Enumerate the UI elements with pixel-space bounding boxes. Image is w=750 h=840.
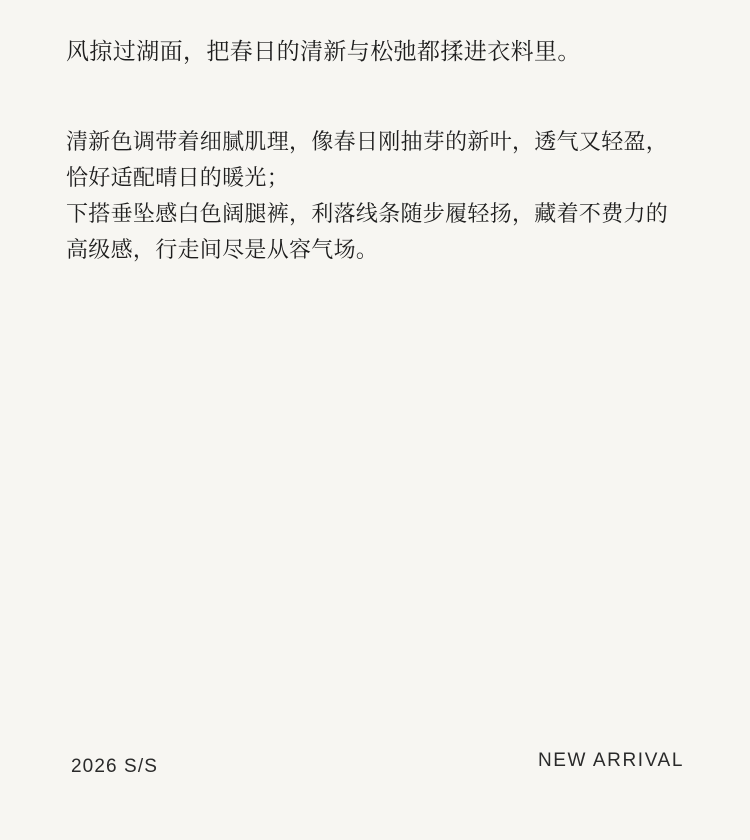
footer-season-label: 2026 S/S [71, 756, 158, 777]
body-paragraph-1: 清新色调带着细腻肌理，像春日刚抽芽的新叶，透气又轻盈，恰好适配晴日的暖光； [66, 129, 669, 190]
lede-text: 风掠过湖面，把春日的清新与松弛都揉进衣料里。 [66, 38, 581, 64]
body-block [66, 124, 684, 268]
footer [0, 720, 750, 840]
body-paragraph-2: 下搭垂坠感白色阔腿裤，利落线条随步履轻扬，藏着不费力的高级感，行走间尽是从容气场。 [66, 201, 669, 262]
footer-tag-label: NEW ARRIVAL [537, 750, 684, 771]
